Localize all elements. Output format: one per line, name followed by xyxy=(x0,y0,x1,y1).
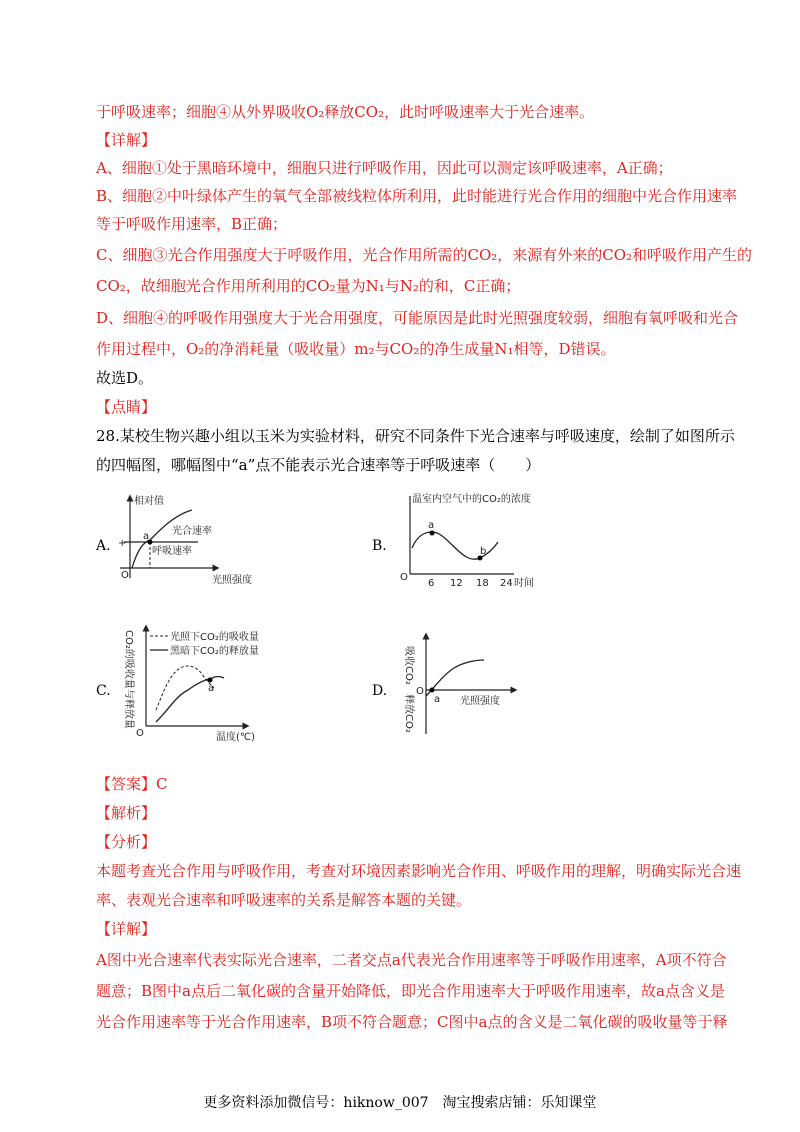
figure-a xyxy=(116,490,296,590)
figure-c-point-label: a xyxy=(208,683,215,694)
figure-b-tick: 24 xyxy=(500,578,513,589)
text-line: C、细胞③光合作用强度大于呼吸作用，光合作用所需的CO₂，来源有外来的CO₂和呼吸作用产生的 xyxy=(96,246,753,264)
figure-b-xlabel: 时间 xyxy=(514,578,534,589)
figure-a-plus: + xyxy=(118,538,127,549)
figure-a-curve1-label: 光合速率 xyxy=(172,526,212,537)
text-line: 等于呼吸作用速率，B正确； xyxy=(96,215,288,233)
page-footer: 更多资料添加微信号：hiknow_007 淘宝搜索店铺：乐知课堂 xyxy=(203,1095,597,1111)
text-line: A图中光合速率代表实际光合速率，二者交点a代表光合作用速率等于呼吸作用速率，A项不符合 xyxy=(96,951,727,969)
text-line: 作用过程中，O₂的净消耗量（吸收量）m₂与CO₂的净生成量N₁相等，D错误。 xyxy=(96,340,616,358)
text-line: 题意；B图中a点后二氧化碳的含量开始降低，即光合作用速率大于呼吸作用速率，故a点含义是 xyxy=(96,982,725,1000)
figure-b-tick: 6 xyxy=(428,578,435,589)
option-d-label: D. xyxy=(372,683,388,699)
section-heading: 【详解】 xyxy=(96,920,157,938)
text-line: D、细胞④的呼吸作用强度大于光合用强度，可能原因是此时光照强度较弱，细胞有氧呼吸和光合 xyxy=(96,309,739,327)
question-text: 28.某校生物兴趣小组以玉米为实验材料，研究不同条件下光合速率与呼吸速度，绘制了如图所示 xyxy=(96,427,735,445)
figure-c-xlabel: 温度(℃) xyxy=(216,732,256,742)
option-c-label: C. xyxy=(96,683,111,699)
figure-d-ylabel-bottom: 释放CO₂ xyxy=(403,694,414,733)
text-line: CO₂，故细胞光合作用所利用的CO₂量为N₁与N₂的和，C正确； xyxy=(96,277,521,295)
section-heading: 【点睛】 xyxy=(96,398,157,416)
section-heading: 【分析】 xyxy=(96,833,157,851)
figure-a-ylabel: 相对值 xyxy=(134,496,164,507)
figure-d-point-label: a xyxy=(434,694,441,705)
text-line: 率、表观光合速率和呼吸速率的关系是解答本题的关键。 xyxy=(96,891,472,909)
figure-c-ylabel: CO₂的吸收量与释放量 xyxy=(123,630,134,729)
figure-b-ylabel: 温室内空气中的CO₂的浓度 xyxy=(412,494,531,505)
figure-c-origin: O xyxy=(136,728,144,739)
figure-b-tick: 12 xyxy=(450,578,463,589)
figure-a-xlabel: 光照强度 xyxy=(212,575,252,586)
figure-c-legend2: 黑暗下CO₂的释放量 xyxy=(170,646,259,657)
question-text: 的四幅图，哪幅图中“a”点不能表示光合速率等于呼吸速率（ ） xyxy=(96,456,541,474)
figure-a-origin: O xyxy=(121,570,129,581)
section-heading: 【解析】 xyxy=(96,804,157,822)
text-line: 故选D。 xyxy=(96,369,154,387)
figure-b xyxy=(396,490,556,590)
figure-b-point-a: a xyxy=(428,520,435,531)
text-line: 本题考查光合作用与呼吸作用，考查对环境因素影响光合作用、呼吸作用的理解，明确实际光合速 xyxy=(96,862,742,880)
option-a-label: A. xyxy=(96,538,111,554)
figure-b-origin: O xyxy=(400,572,408,583)
figure-a-point-label: a xyxy=(143,531,150,542)
figure-b-point-b: b xyxy=(480,546,487,557)
text-line: A、细胞①处于黑暗环境中，细胞只进行呼吸作用，因此可以测定该呼吸速率，A正确； xyxy=(96,159,673,177)
figure-d-origin: O xyxy=(416,686,424,697)
figure-b-tick: 18 xyxy=(476,578,489,589)
text-line: 于呼吸速率；细胞④从外界吸收O₂释放CO₂，此时呼吸速率大于光合速率。 xyxy=(96,103,595,121)
figure-d xyxy=(396,630,556,742)
figure-d-xlabel: 光照强度 xyxy=(460,696,500,707)
figure-a-curve2-label: 呼吸速率 xyxy=(152,546,192,557)
option-b-label: B. xyxy=(372,538,387,554)
section-heading: 【详解】 xyxy=(96,131,157,149)
text-line: B、细胞②中叶绿体产生的氧气全部被线粒体所利用，此时能进行光合作用的细胞中光合作用速率 xyxy=(96,187,738,205)
text-line: 光合作用速率等于光合作用速率，B项不符合题意；C图中a点的含义是二氧化碳的吸收量等于释 xyxy=(96,1013,728,1031)
figure-d-ylabel-top: 吸收CO₂ xyxy=(403,646,414,685)
figure-c xyxy=(116,618,296,742)
answer-line: 【答案】C xyxy=(96,775,168,793)
figure-c-legend1: 光照下CO₂的吸收量 xyxy=(170,632,259,643)
